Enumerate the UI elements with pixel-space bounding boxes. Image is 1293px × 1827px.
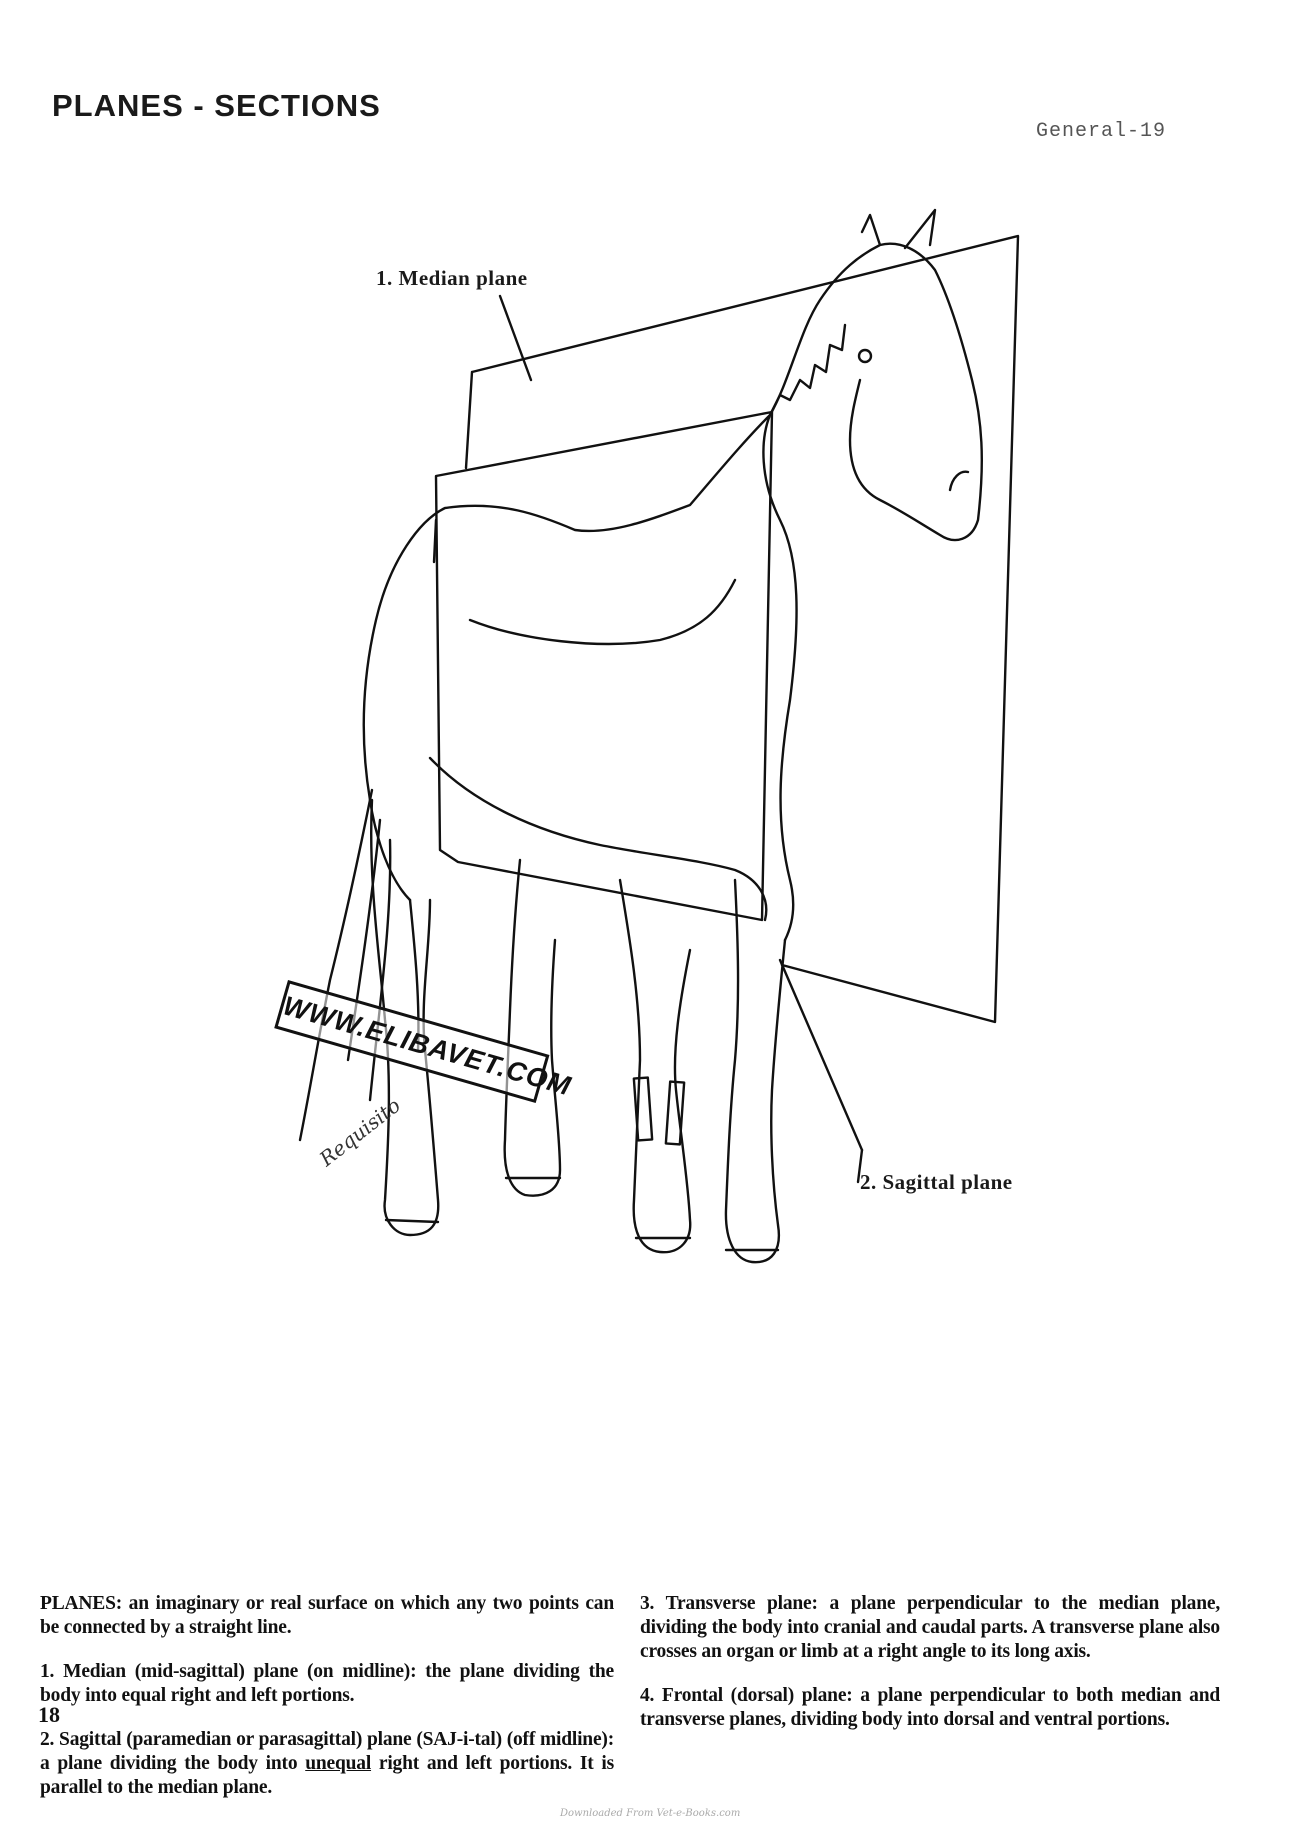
definitions-right-column: [640, 1592, 1220, 1752]
median-plane-label: 1. Median plane: [376, 266, 528, 290]
transverse-band: [634, 1078, 652, 1141]
page-code: General-19: [1036, 120, 1167, 143]
page-title: PLANES - SECTIONS: [52, 88, 381, 123]
median-leader: [500, 296, 531, 380]
transverse-definition: 3. Transverse plane: a plane perpendicular to the median plane, dividing the body into cranial and caudal parts. A transverse plane also crosses an organ or limb at a right angle to its long axis.: [640, 1593, 1220, 1662]
footer-credit: Downloaded From Vet-e-Books.com: [560, 1808, 741, 1819]
horse-body: [364, 415, 770, 900]
sagittal-definition: 2. Sagittal (paramedian or parasagittal) plane (SAJ-i-tal) (off midline): a plane dividing the body into unequal right and left portions. It is parallel to the median plane.: [40, 1729, 614, 1798]
page-number: 18: [38, 1702, 60, 1727]
horse-front-leg: [620, 880, 690, 1252]
watermark: WWW.ELIBAVET.COM: [274, 980, 549, 1103]
sagittal-plane: [436, 412, 772, 920]
planes-definition: PLANES: an imaginary or real surface on which any two points can be connected by a straight line.: [40, 1593, 614, 1638]
definitions-left-column: [40, 1592, 614, 1820]
artist-signature: Requisito: [314, 1093, 405, 1171]
sagittal-plane-label: 2. Sagittal plane: [860, 1170, 1013, 1194]
horse-tail: [300, 790, 390, 1140]
median-definition: 1. Median (mid-sagittal) plane (on midline): the plane dividing the body into equal right and left portions.: [40, 1661, 614, 1706]
median-plane: [466, 236, 1018, 1022]
sagittal-leader: [780, 960, 862, 1150]
frontal-definition: 4. Frontal (dorsal) plane: a plane perpendicular to both median and transverse planes, dividing body into dorsal and ventral portions.: [640, 1685, 1220, 1730]
